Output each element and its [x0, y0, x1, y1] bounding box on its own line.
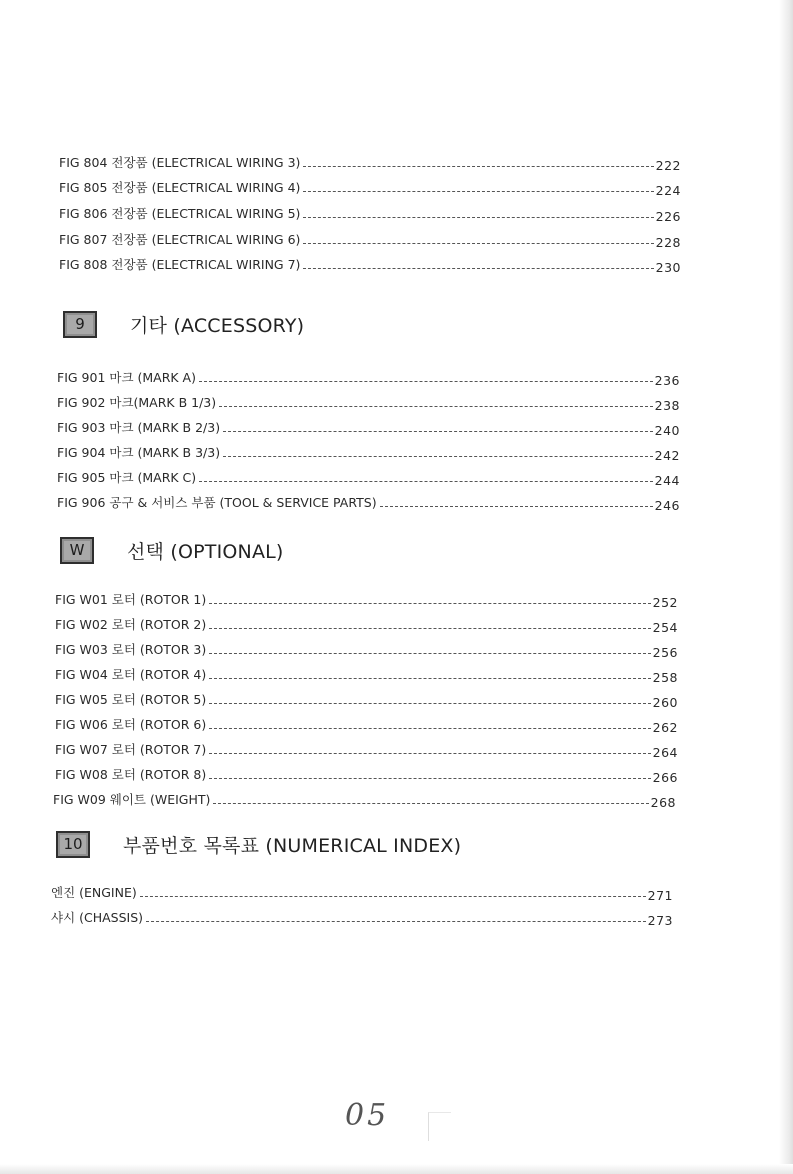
- toc-entry[interactable]: [57, 441, 680, 461]
- toc-entry-label: FIG 905 마크 (MARK C): [57, 470, 197, 485]
- dot-leader: [380, 505, 653, 507]
- toc-entry[interactable]: [59, 202, 681, 222]
- toc-entry-page: 254: [652, 620, 678, 635]
- dot-leader: [209, 752, 650, 754]
- toc-entry-label: FIG 805 전장품 (ELECTRICAL WIRING 4): [59, 180, 301, 195]
- dot-leader: [303, 190, 653, 192]
- toc-entry-label: FIG W05 로터 (ROTOR 5): [55, 692, 207, 707]
- toc-entry[interactable]: [55, 713, 678, 733]
- toc-entry-page: 224: [655, 183, 681, 198]
- scan-edge-right: [779, 0, 793, 1174]
- toc-entry-label: FIG W04 로터 (ROTOR 4): [55, 667, 207, 682]
- toc-entry-label: FIG 807 전장품 (ELECTRICAL WIRING 6): [59, 232, 301, 247]
- section-number-badge: 10: [56, 831, 90, 858]
- section-letter-badge: W: [60, 537, 94, 564]
- toc-entry-label: FIG W09 웨이트 (WEIGHT): [53, 792, 211, 807]
- dot-leader: [209, 777, 650, 779]
- dot-leader: [223, 455, 653, 457]
- toc-entry-label: FIG 901 마크 (MARK A): [57, 370, 196, 385]
- toc-entry-page: 238: [654, 398, 680, 413]
- toc-entry[interactable]: [55, 588, 678, 608]
- toc-entry-page: 266: [652, 770, 678, 785]
- toc-entry-label: FIG 804 전장품 (ELECTRICAL WIRING 3): [59, 155, 301, 170]
- dot-leader: [199, 380, 653, 382]
- dot-leader: [209, 627, 650, 629]
- toc-entry[interactable]: [51, 881, 673, 901]
- toc-entry-page: 256: [652, 645, 678, 660]
- section-header-optional[interactable]: [60, 537, 284, 564]
- dot-leader: [209, 602, 650, 604]
- toc-entry-page: 222: [655, 158, 681, 173]
- section-header-numerical-index[interactable]: [56, 831, 461, 858]
- scan-edge-bottom: [0, 1164, 793, 1174]
- dot-leader: [209, 652, 650, 654]
- toc-entry-label: FIG W06 로터 (ROTOR 6): [55, 717, 207, 732]
- toc-entry-page: 240: [654, 423, 680, 438]
- dot-leader: [223, 430, 653, 432]
- toc-entry-label: FIG W08 로터 (ROTOR 8): [55, 767, 207, 782]
- dot-leader: [209, 702, 650, 704]
- toc-entry[interactable]: [51, 906, 673, 926]
- toc-entry[interactable]: [57, 491, 680, 511]
- toc-entry-label: FIG 906 공구 & 서비스 부품 (TOOL & SERVICE PARTS): [57, 495, 377, 510]
- toc-entry-label: FIG W01 로터 (ROTOR 1): [55, 592, 207, 607]
- toc-entry-page: 242: [654, 448, 680, 463]
- section-title: 선택 (OPTIONAL): [127, 541, 284, 563]
- toc-entry-page: 228: [655, 235, 681, 250]
- toc-entry-page: 252: [652, 595, 678, 610]
- dot-leader: [303, 267, 653, 269]
- handwritten-page-note: 05: [345, 1098, 390, 1133]
- toc-entry[interactable]: [53, 788, 676, 808]
- dot-leader: [303, 165, 653, 167]
- toc-entry[interactable]: [59, 228, 681, 248]
- dot-leader: [303, 216, 653, 218]
- dot-leader: [303, 242, 653, 244]
- toc-entry[interactable]: [59, 176, 681, 196]
- toc-entry-page: 262: [652, 720, 678, 735]
- toc-entry-page: 271: [647, 888, 673, 903]
- toc-entry[interactable]: [57, 466, 680, 486]
- toc-entry-label: 엔진 (ENGINE): [51, 885, 137, 900]
- section-title: 부품번호 목록표 (NUMERICAL INDEX): [123, 835, 462, 857]
- toc-entry[interactable]: [55, 763, 678, 783]
- toc-entry[interactable]: [57, 366, 680, 386]
- toc-entry[interactable]: [55, 663, 678, 683]
- section-header-accessory[interactable]: [63, 311, 304, 338]
- toc-entry[interactable]: [59, 151, 681, 171]
- toc-entry-label: FIG W07 로터 (ROTOR 7): [55, 742, 207, 757]
- toc-entry-label: FIG 902 마크(MARK B 1/3): [57, 395, 217, 410]
- toc-entry[interactable]: [55, 613, 678, 633]
- toc-entry-page: 246: [654, 498, 680, 513]
- toc-entry-page: 226: [655, 209, 681, 224]
- toc-entry-label: FIG W03 로터 (ROTOR 3): [55, 642, 207, 657]
- toc-entry[interactable]: [55, 638, 678, 658]
- toc-entry-page: 236: [654, 373, 680, 388]
- dot-leader: [213, 802, 648, 804]
- toc-entry[interactable]: [55, 688, 678, 708]
- toc-entry-label: FIG 903 마크 (MARK B 2/3): [57, 420, 221, 435]
- toc-entry-page: 258: [652, 670, 678, 685]
- toc-entry-page: 244: [654, 473, 680, 488]
- toc-entry[interactable]: [57, 391, 680, 411]
- toc-entry-label: FIG W02 로터 (ROTOR 2): [55, 617, 207, 632]
- dot-leader: [219, 405, 653, 407]
- toc-entry-page: 264: [652, 745, 678, 760]
- faint-pencil-mark: [428, 1112, 451, 1141]
- dot-leader: [146, 920, 646, 922]
- toc-entry-page: 260: [652, 695, 678, 710]
- toc-entry[interactable]: [59, 253, 681, 273]
- toc-entry-label: FIG 904 마크 (MARK B 3/3): [57, 445, 221, 460]
- toc-entry[interactable]: [57, 416, 680, 436]
- toc-entry-label: FIG 808 전장품 (ELECTRICAL WIRING 7): [59, 257, 301, 272]
- toc-entry-label: 샤시 (CHASSIS): [51, 910, 144, 925]
- dot-leader: [209, 677, 650, 679]
- section-title: 기타 (ACCESSORY): [130, 315, 305, 337]
- toc-entry-label: FIG 806 전장품 (ELECTRICAL WIRING 5): [59, 206, 301, 221]
- toc-entry[interactable]: [55, 738, 678, 758]
- dot-leader: [199, 480, 652, 482]
- toc-entry-page: 268: [650, 795, 676, 810]
- dot-leader: [209, 727, 650, 729]
- section-number-badge: 9: [63, 311, 97, 338]
- dot-leader: [140, 895, 646, 897]
- toc-entry-page: 273: [647, 913, 673, 928]
- toc-entry-page: 230: [655, 260, 681, 275]
